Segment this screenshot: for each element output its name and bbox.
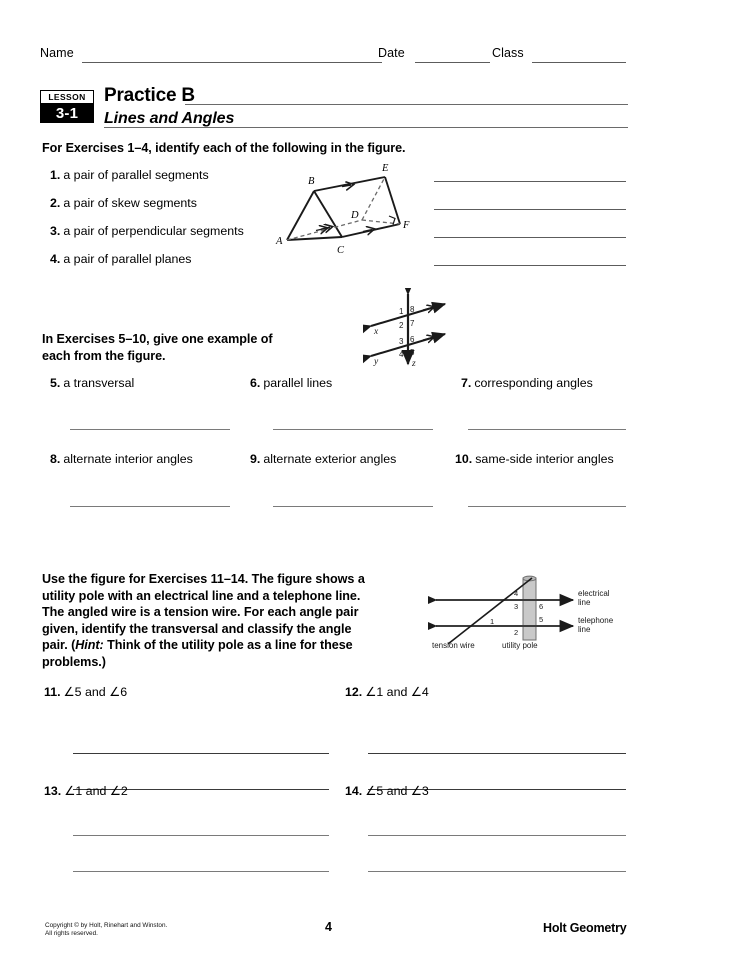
angle-label-1: 1 bbox=[399, 307, 404, 316]
lesson-number: 3-1 bbox=[40, 104, 94, 123]
section3-instruction-line5b: Think of the utility pole as a line for these bbox=[103, 638, 353, 652]
answer-line-8[interactable] bbox=[70, 506, 230, 507]
angle-label-3: 3 bbox=[399, 337, 404, 346]
exercise-5 bbox=[50, 376, 134, 390]
exercise-2-text: a pair of skew segments bbox=[63, 196, 197, 210]
exercise-7-text: corresponding angles bbox=[474, 376, 593, 390]
utility-pole-figure bbox=[428, 572, 628, 650]
utility-pole-shape bbox=[523, 578, 536, 640]
exercise-5-number: 5. bbox=[50, 376, 61, 390]
lesson-word: LESSON bbox=[40, 90, 94, 104]
exercise-13-text: ∠1 and ∠2 bbox=[64, 784, 128, 798]
exercise-12-text: ∠1 and ∠4 bbox=[365, 685, 429, 699]
exercise-3-text: a pair of perpendicular segments bbox=[63, 224, 244, 238]
telephone-label-line1: telephone bbox=[578, 616, 614, 625]
exercise-11-number: 11. bbox=[44, 685, 61, 699]
exercise-11 bbox=[44, 684, 127, 699]
answer-line-9[interactable] bbox=[273, 506, 433, 507]
section2-instruction bbox=[42, 331, 322, 364]
line-label-y: y bbox=[374, 357, 379, 367]
exercise-12 bbox=[345, 684, 429, 699]
date-blank-line[interactable] bbox=[415, 62, 490, 63]
answer-line-14a[interactable] bbox=[368, 835, 626, 836]
date-label: Date bbox=[378, 46, 405, 60]
exercise-10 bbox=[455, 452, 614, 466]
name-label: Name bbox=[40, 46, 74, 60]
exercise-4-number: 4. bbox=[50, 252, 61, 266]
exercise-8-text: alternate interior angles bbox=[63, 452, 193, 466]
exercise-13 bbox=[44, 783, 128, 798]
exercise-9 bbox=[250, 452, 396, 466]
exercise-1 bbox=[50, 168, 209, 182]
vertex-label-D: D bbox=[351, 210, 359, 221]
angle-label-6: 6 bbox=[410, 335, 415, 344]
exercise-6-number: 6. bbox=[250, 376, 261, 390]
exercise-6 bbox=[250, 376, 332, 390]
pole-angle-label-1: 1 bbox=[490, 617, 495, 626]
section3-instruction-line2: utility pole with an electrical line and a telephone line. bbox=[42, 588, 361, 603]
vertex-label-E: E bbox=[382, 163, 389, 174]
answer-line-11a[interactable] bbox=[73, 753, 329, 754]
answer-line-1[interactable] bbox=[434, 181, 626, 182]
answer-line-7[interactable] bbox=[468, 429, 626, 430]
exercise-13-number: 13. bbox=[44, 784, 62, 798]
answer-line-6[interactable] bbox=[273, 429, 433, 430]
angle-label-5: 5 bbox=[410, 348, 415, 357]
answer-line-10[interactable] bbox=[468, 506, 626, 507]
exercise-4-text: a pair of parallel planes bbox=[63, 252, 192, 266]
class-label: Class bbox=[492, 46, 524, 60]
exercise-2-number: 2. bbox=[50, 196, 61, 210]
tension-wire bbox=[448, 578, 532, 644]
answer-line-4[interactable] bbox=[434, 265, 626, 266]
exercise-1-text: a pair of parallel segments bbox=[63, 168, 209, 182]
electrical-label-line1: electrical bbox=[578, 589, 610, 598]
exercise-7-number: 7. bbox=[461, 376, 472, 390]
name-blank-line[interactable] bbox=[82, 62, 382, 63]
tension-wire-label: tension wire bbox=[432, 641, 475, 650]
answer-line-5[interactable] bbox=[70, 429, 230, 430]
exercise-9-text: alternate exterior angles bbox=[263, 452, 397, 466]
telephone-label-line2: line bbox=[578, 625, 591, 634]
answer-line-13a[interactable] bbox=[73, 835, 329, 836]
answer-line-13b[interactable] bbox=[73, 871, 329, 872]
page-subtitle: Lines and Angles bbox=[104, 110, 235, 127]
exercise-7 bbox=[461, 376, 593, 390]
section3-hint-word: Hint: bbox=[75, 638, 104, 652]
exercise-8-number: 8. bbox=[50, 452, 61, 466]
section3-instruction-line5a: pair. ( bbox=[42, 638, 76, 652]
header-rule-top bbox=[185, 104, 628, 105]
section3-instruction-line1: Use the figure for Exercises 11–14. The figure shows a bbox=[42, 572, 365, 586]
exercise-11-text: ∠5 and ∠6 bbox=[63, 685, 128, 699]
exercise-12-number: 12. bbox=[345, 685, 363, 699]
exercise-5-text: a transversal bbox=[63, 376, 135, 390]
line-label-x: x bbox=[374, 327, 379, 337]
answer-line-14b[interactable] bbox=[368, 871, 626, 872]
section3-instruction-line3: The angled wire is a tension wire. For each angle pair bbox=[42, 605, 359, 619]
page-title: Practice B bbox=[104, 85, 195, 106]
header-rule-bottom bbox=[104, 127, 628, 128]
exercise-6-text: parallel lines bbox=[263, 376, 333, 390]
angle-label-4: 4 bbox=[399, 350, 404, 359]
exercise-3 bbox=[50, 224, 244, 238]
exercise-14 bbox=[345, 783, 429, 798]
student-info-row bbox=[40, 46, 640, 66]
lesson-badge bbox=[40, 90, 94, 123]
utility-pole-label: utility pole bbox=[502, 641, 538, 650]
exercise-8 bbox=[50, 452, 193, 466]
exercise-2 bbox=[50, 196, 197, 210]
exercise-9-number: 9. bbox=[250, 452, 261, 466]
copyright-notice bbox=[45, 922, 167, 938]
exercise-4 bbox=[50, 252, 191, 266]
section2-instruction-line2: each from the figure. bbox=[42, 348, 166, 363]
section3-instruction bbox=[42, 571, 422, 670]
vertex-label-A: A bbox=[276, 236, 283, 247]
exercise-14-number: 14. bbox=[345, 784, 363, 798]
page-number: 4 bbox=[325, 920, 332, 934]
brand-label: Holt Geometry bbox=[543, 921, 627, 935]
exercise-14-text: ∠5 and ∠3 bbox=[365, 784, 429, 798]
vertex-label-B: B bbox=[308, 176, 315, 187]
pole-angle-label-2: 2 bbox=[514, 628, 519, 637]
exercise-10-text: same-side interior angles bbox=[475, 452, 614, 466]
section2-instruction-line1: In Exercises 5–10, give one example of bbox=[42, 332, 273, 346]
answer-line-2[interactable] bbox=[434, 209, 626, 210]
section3-instruction-line6: problems.) bbox=[42, 654, 106, 669]
class-blank-line[interactable] bbox=[532, 62, 626, 63]
electrical-label-line2: line bbox=[578, 598, 591, 607]
angle-label-7: 7 bbox=[410, 319, 415, 328]
pole-angle-label-3: 3 bbox=[514, 602, 519, 611]
exercise-10-number: 10. bbox=[455, 452, 473, 466]
answer-line-3[interactable] bbox=[434, 237, 626, 238]
exercise-1-number: 1. bbox=[50, 168, 61, 182]
section3-instruction-line4: given, identify the transversal and classify the angle bbox=[42, 621, 352, 636]
vertex-label-C: C bbox=[337, 245, 345, 256]
line-label-z: z bbox=[412, 359, 416, 369]
pole-angle-label-5: 5 bbox=[539, 615, 544, 624]
exercise-3-number: 3. bbox=[50, 224, 61, 238]
pole-angle-label-4: 4 bbox=[514, 589, 519, 598]
angle-label-2: 2 bbox=[399, 321, 404, 330]
copyright-line1: Copyright © by Holt, Rinehart and Winston. bbox=[45, 922, 168, 929]
parallel-lines-transversal-figure bbox=[363, 288, 453, 370]
triangular-prism-figure bbox=[272, 160, 420, 260]
angle-label-8: 8 bbox=[410, 305, 415, 314]
section1-instruction: For Exercises 1–4, identify each of the following in the figure. bbox=[42, 141, 406, 155]
vertex-label-F: F bbox=[403, 220, 410, 231]
pole-angle-label-6: 6 bbox=[539, 602, 544, 611]
answer-line-12a[interactable] bbox=[368, 753, 626, 754]
copyright-line2: All rights reserved. bbox=[45, 930, 98, 937]
